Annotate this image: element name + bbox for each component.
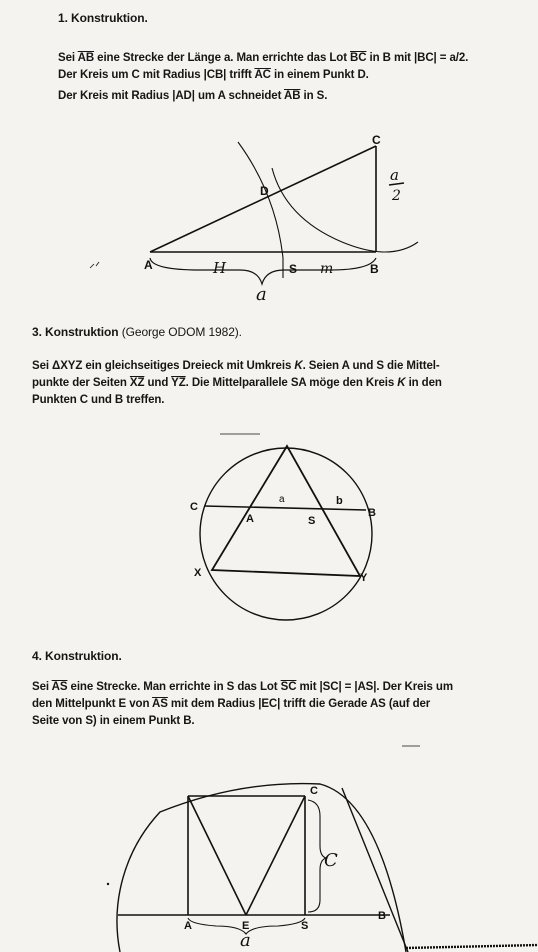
- arc-around-a: [238, 142, 283, 278]
- segment-ec: [246, 796, 305, 915]
- label-s: S: [308, 515, 316, 527]
- section-4-heading: 4. Konstruktion.: [32, 649, 122, 663]
- scribble-mark: [90, 262, 99, 268]
- segment-notation: $\overline{BC}$: [350, 52, 367, 64]
- circle-symbol: K: [294, 360, 303, 372]
- figure-4-construction: [90, 740, 538, 952]
- handwritten-m: m: [320, 261, 334, 277]
- segment-e-left: [188, 796, 246, 915]
- label-b: B: [368, 507, 376, 519]
- stray-dot: [107, 883, 109, 885]
- section-3-line: Punkten C und B treffen.: [32, 394, 165, 406]
- label-d: D: [260, 184, 269, 198]
- section-3-heading: [32, 325, 242, 339]
- label-b: B: [378, 910, 386, 922]
- figure-3-construction: [180, 430, 390, 630]
- label-e: E: [242, 920, 250, 932]
- circumcircle-k: [200, 448, 372, 620]
- section-1-text: [58, 50, 468, 105]
- handwritten-fraction-numerator: a: [390, 166, 399, 184]
- handwritten-a: a: [256, 284, 267, 305]
- segment-notation: $\overline{SC}$: [280, 681, 297, 693]
- figure-1-construction: [80, 128, 440, 308]
- segment-notation: $\overline{AS}$: [51, 681, 68, 693]
- section-4-line: Seite von S) in einem Punkt B.: [32, 715, 195, 727]
- section-3-heading-author: (George ODOM 1982).: [118, 325, 242, 339]
- label-c: C: [310, 785, 318, 797]
- label-y: Y: [360, 572, 368, 584]
- section-1-line: Sei $\overline{AB}$ eine Strecke der Länge a. Man errichte das Lot $\overline{BC}$ in B mit |BC| = a/2.: [58, 52, 469, 64]
- segment-notation: $\overline{AB}$: [284, 90, 301, 102]
- handwritten-c: C: [324, 850, 338, 871]
- segment-notation: $\overline{XZ}$: [129, 377, 145, 389]
- label-x: X: [194, 567, 202, 579]
- section-4-line: Sei $\overline{AS}$ eine Strecke. Man errichte in S das Lot $\overline{SC}$ mit |SC| = |AS|. Der Kreis um: [32, 681, 453, 693]
- section-3-text: [32, 358, 442, 409]
- handwritten-h: H: [213, 259, 227, 277]
- section-4-line: den Mittelpunkt E von $\overline{AS}$ mit dem Radius |EC| trifft die Gerade AS (auf der: [32, 698, 431, 710]
- label-s: S: [289, 262, 298, 276]
- section-1-line: Der Kreis um C mit Radius |CB| trifft $\overline{AC}$ in einem Punkt D.: [58, 69, 369, 81]
- segment-notation: $\overline{AC}$: [254, 69, 271, 81]
- label-a: A: [144, 258, 153, 272]
- segment-ac: [150, 146, 376, 252]
- segment-notation: $\overline{AS}$: [152, 698, 168, 710]
- segment-notation: $\overline{YZ}$: [171, 377, 186, 389]
- section-1-heading: 1. Konstruktion.: [58, 11, 148, 25]
- label-a: A: [184, 920, 192, 932]
- section-3-line: punkte der Seiten $\overline{XZ}$ und $\overline{YZ}$. Die Mittelparallele SA möge den Kreis K in den: [32, 377, 442, 389]
- section-3-line: Sei ΔXYZ ein gleichseitiges Dreieck mit Umkreis K. Seien A und S die Mittel-: [32, 360, 440, 372]
- handwritten-fraction-denominator: 2: [392, 188, 401, 204]
- handwritten-a: a: [240, 930, 251, 951]
- tangent-line: [342, 788, 408, 952]
- section-3-heading-bold: 3. Konstruktion: [32, 325, 119, 339]
- section-4-text: [32, 679, 453, 730]
- scan-edge: [406, 945, 538, 948]
- label-segment-a: a: [279, 494, 285, 505]
- segment-notation: $\overline{AB}$: [77, 52, 95, 64]
- circle-symbol: K: [397, 377, 406, 389]
- label-c: C: [372, 133, 381, 147]
- label-s: S: [301, 920, 309, 932]
- label-b: B: [370, 262, 379, 276]
- brace-ab: [150, 258, 376, 284]
- section-1-line: Der Kreis mit Radius |AD| um A schneidet $\overline{AB}$ in S.: [58, 90, 328, 102]
- label-segment-b: b: [336, 495, 343, 507]
- label-c: C: [190, 501, 198, 513]
- label-a: A: [246, 513, 254, 525]
